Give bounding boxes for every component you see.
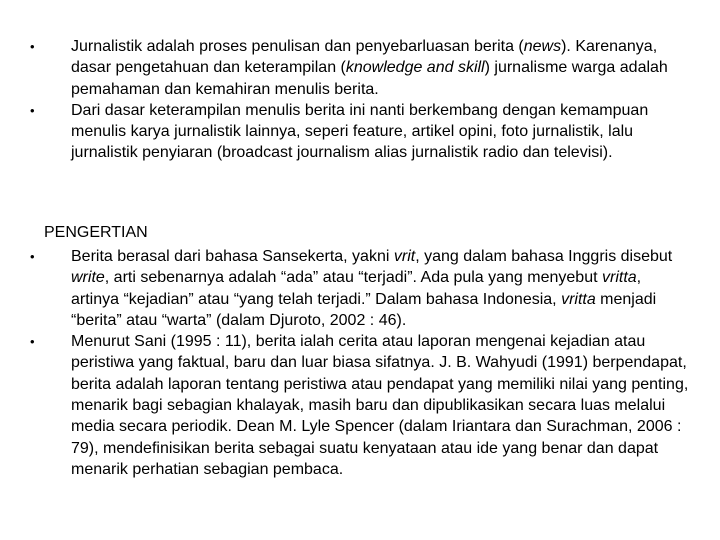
italic-term: vritta xyxy=(601,269,637,287)
bullet-icon: • xyxy=(30,39,35,54)
bullet-item xyxy=(0,100,690,164)
text-run: Jurnalistik adalah proses penulisan dan penyebarluasan berita ( xyxy=(71,38,524,55)
italic-term: knowledge and skill xyxy=(345,59,485,77)
bullet-text xyxy=(71,248,672,329)
text-run: , arti sebenarnya adalah “ada” atau “terjadi”. Ada pula yang menyebut xyxy=(104,269,602,287)
bullet-icon: • xyxy=(30,249,35,264)
bullet-text xyxy=(71,333,688,478)
text-run: Dari dasar keterampilan menulis berita ini nanti berkembang dengan kemampuan menulis karya jurnalistik lainnya, seperi feature, artikel opini, foto jurnalistik, lalu jurnalistik penyiaran (broadcast journalism alias jurnalistik radio dan televisi). xyxy=(71,101,649,162)
bullet-item xyxy=(0,246,690,331)
text-run: menjadi “berita” atau “warta” (dalam Djuroto, 2002 : 46). xyxy=(71,290,657,329)
bullet-text xyxy=(71,102,648,162)
italic-term: news xyxy=(523,38,562,55)
text-run: ). Karenanya, dasar pengetahuan dan keterampilan ( xyxy=(71,38,658,77)
bullet-icon: • xyxy=(30,102,35,118)
italic-term: write xyxy=(71,269,105,287)
text-run: Berita berasal dari bahasa Sansekerta, yakni xyxy=(71,248,394,265)
bullet-item xyxy=(0,331,690,480)
bullet-icon: • xyxy=(30,334,35,350)
text-run: ) jurnalisme warga adalah pemahaman dan kemahiran menulis berita. xyxy=(71,59,668,98)
text-run: Menurut Sani (1995 : 11), berita ialah cerita atau laporan mengenai kejadian atau peristiwa yang faktual, baru dan luar biasa sifatnya. J. B. Wahyudi (1991) berpendapat, berita adalah laporan tentang peristiwa atau pendapat yang memiliki nilai yang penting, menarik bagi sebagian khalayak, masih baru dan dipublikasikan secara luas melalui media secara periodik. Dean M. Lyle Spencer (dalam Iriantara dan Surachman, 2006 : 79), mendefinisikan berita sebagai suatu kenyataan atau ide yang benar dan dapat menarik perhatian sebagian pembaca. xyxy=(71,333,689,478)
definition-bullet-list xyxy=(0,246,690,480)
italic-term: vritta xyxy=(561,290,596,308)
intro-bullet-list xyxy=(0,36,690,164)
bullet-item xyxy=(0,36,690,100)
text-run: , artinya “kejadian” atau “yang telah terjadi.” Dalam bahasa Indonesia, xyxy=(71,269,642,308)
italic-term: vrit xyxy=(393,248,416,265)
section-heading: PENGERTIAN xyxy=(44,224,148,241)
text-run: , yang dalam bahasa Inggris disebut xyxy=(415,248,673,265)
bullet-text xyxy=(71,38,668,98)
